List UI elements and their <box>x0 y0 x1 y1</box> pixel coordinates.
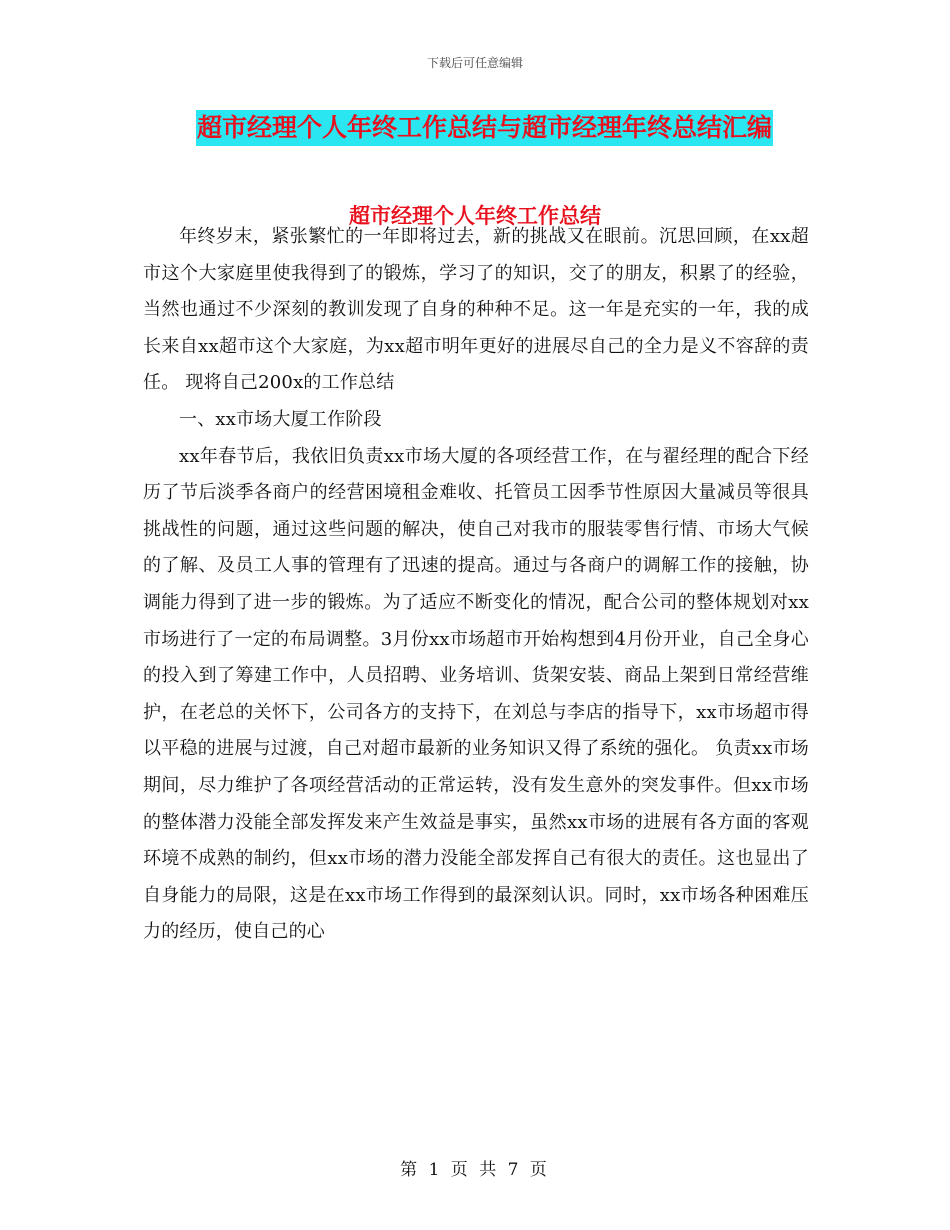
section-title: 超市经理个人年终工作总结 <box>349 203 601 228</box>
document-main-title: 超市经理个人年终工作总结与超市经理年终总结汇编 <box>196 110 773 146</box>
page-number-footer: 第 1 页 共 7 页 <box>400 1160 550 1180</box>
page-header-note: 下载后可任意编辑 <box>426 56 523 70</box>
paragraph-intro: 年终岁末，紧张繁忙的一年即将过去，新的挑战又在眼前。沉思回顾，在xx超市这个大家庭里使我得到了的锻炼，学习了的知识，交了的朋友，积累了的经验，当然也通过不少深刻的教训发现了自身的种种不足。这一年是充实的一年，我的成长来自xx超市这个大家庭，为xx超市明年更好的进展尽自己的全力是义不容辞的责任。 现将自己200x的工作总结 <box>143 226 809 394</box>
paragraph-body-1: xx年春节后，我依旧负责xx市场大厦的各项经营工作，在与翟经理的配合下经历了节后淡季各商户的经营困境租金难收、托管员工因季节性原因大量减员等很具挑战性的问题，通过这些问题的解决，使自己对我市的服装零售行情、市场大气候的了解、及员工人事的管理有了迅速的提高。通过与各商户的调解工作的接触，协调能力得到了进一步的锻炼。为了适应不断变化的情况，配合公司的整体规划对xx市场进行了一定的布局调整。3月份xx市场超市开始构想到4月份开业，自己全身心的投入到了筹建工作中，人员招聘、业务培训、货架安装、商品上架到日常经营维护，在老总的关怀下，公司各方的支持下，在刘总与李店的指导下，xx市场超市得以平稳的进展与过渡，自己对超市最新的业务知识又得了系统的强化。 负责xx市场期间，尽力维护了各项经营活动的正常运转，没有发生意外的突发事件。但xx市场的整体潜力没能全部发挥发来产生效益是事实，虽然xx市场的进展有各方面的客观环境不成熟的制约，但xx市场的潜力没能全部发挥自己有很大的责任。这也显出了自身能力的局限，这是在xx市场工作得到的最深刻认识。同时，xx市场各种困难压力的经历，使自己的心 <box>143 445 809 943</box>
document-body <box>143 219 809 951</box>
paragraph-heading-1: 一、xx市场大厦工作阶段 <box>179 408 382 430</box>
